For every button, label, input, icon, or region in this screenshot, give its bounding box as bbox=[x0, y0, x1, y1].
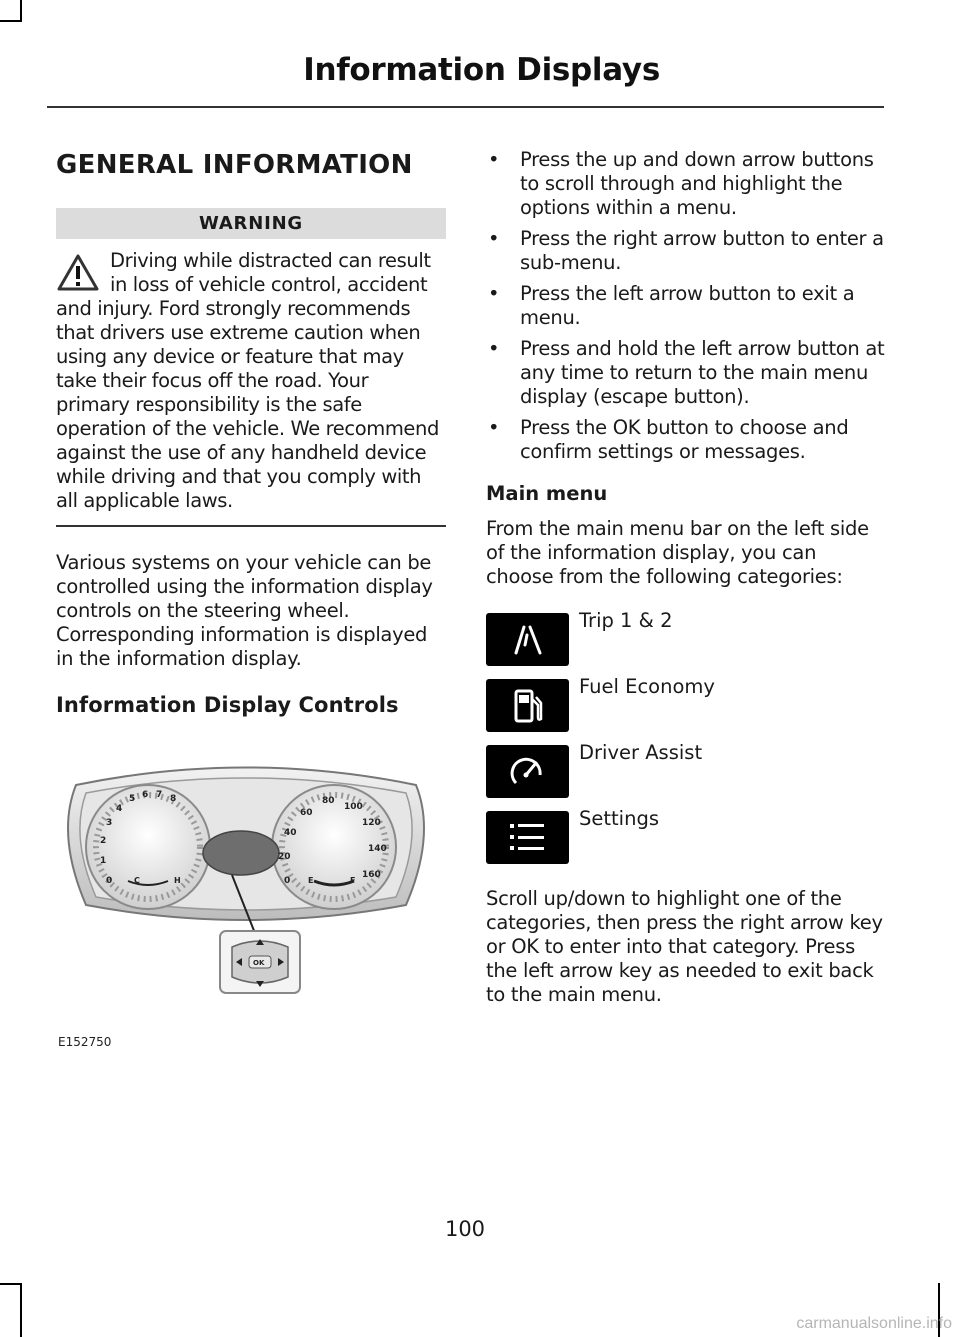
crop-mark bbox=[20, 0, 22, 22]
menu-category-list bbox=[486, 609, 886, 873]
tach-label: 7 bbox=[156, 790, 163, 800]
figure-id: E152750 bbox=[58, 1035, 112, 1049]
cluster-drawing bbox=[56, 755, 432, 1015]
fuel-pump-icon bbox=[486, 679, 569, 732]
header-divider bbox=[47, 106, 884, 108]
bullet-text: Press the left arrow button to exit a menu. bbox=[520, 282, 855, 329]
bullet-dot: • bbox=[488, 416, 500, 439]
bullet-dot: • bbox=[488, 337, 500, 360]
list-item bbox=[486, 807, 886, 873]
speed-label: 40 bbox=[284, 828, 297, 838]
speed-label: 60 bbox=[300, 808, 313, 818]
section-title: GENERAL INFORMATION bbox=[56, 150, 413, 180]
warning-text: Driving while distracted can result in loss of vehicle control, accident and injury. Ford strongly recommends that drivers use extreme caution when using any device or feature that may take their focus off the road. Your primary responsibility is the safe operation of the vehicle. We recommend against the use of any handheld device while driving and that you comply with all applicable laws. bbox=[56, 249, 439, 512]
list-item bbox=[486, 609, 886, 675]
fuel-label: E bbox=[308, 876, 314, 885]
tach-label: 0 bbox=[106, 876, 113, 886]
trip-road-icon bbox=[486, 613, 569, 666]
tach-label: 3 bbox=[106, 818, 113, 828]
instrument-cluster-illustration bbox=[56, 755, 432, 1075]
outro-paragraph: Scroll up/down to highlight one of the categories, then press the right arrow key or OK to enter into that category. Press the left arrow key as needed to exit back to the main menu. bbox=[486, 887, 883, 1006]
speed-label: 20 bbox=[278, 852, 291, 862]
ok-button-label: OK bbox=[253, 959, 265, 967]
tach-label: 8 bbox=[170, 794, 177, 804]
bullet-dot: • bbox=[488, 227, 500, 250]
tach-label: 1 bbox=[100, 856, 107, 866]
tach-label: 5 bbox=[129, 794, 136, 804]
watermark: carmanualsonline.info bbox=[796, 1315, 952, 1332]
speed-label: 140 bbox=[368, 844, 387, 854]
speed-label: 100 bbox=[344, 802, 363, 812]
settings-list-icon bbox=[486, 811, 569, 864]
speed-label: 160 bbox=[362, 870, 381, 880]
bullet-text: Press and hold the left arrow button at any time to return to the main menu display (escape button). bbox=[520, 337, 885, 408]
tach-label: 4 bbox=[116, 804, 123, 814]
main-menu-intro: From the main menu bar on the left side of the information display, you can choose from the following categories: bbox=[486, 517, 869, 588]
main-menu-heading: Main menu bbox=[486, 482, 608, 505]
menu-label: Settings bbox=[579, 807, 659, 830]
bullet-text: Press the right arrow button to enter a sub-menu. bbox=[520, 227, 884, 274]
bullet-text: Press the up and down arrow buttons to scroll through and highlight the options within a menu. bbox=[520, 148, 874, 219]
speed-label: 120 bbox=[362, 818, 381, 828]
right-column bbox=[486, 148, 886, 1007]
list-item bbox=[486, 741, 886, 807]
gauge-icon bbox=[486, 745, 569, 798]
crop-mark bbox=[0, 1283, 22, 1285]
bullet-dot: • bbox=[488, 282, 500, 305]
crop-mark bbox=[0, 20, 22, 22]
menu-label: Driver Assist bbox=[579, 741, 703, 764]
tach-label: 2 bbox=[100, 836, 107, 846]
list-item bbox=[486, 675, 886, 741]
list-item bbox=[486, 148, 886, 220]
list-item bbox=[486, 337, 886, 409]
fuel-label: F bbox=[350, 876, 356, 885]
left-column bbox=[56, 150, 446, 1075]
warning-box bbox=[56, 249, 446, 513]
menu-label: Fuel Economy bbox=[579, 675, 715, 698]
page-number: 100 bbox=[444, 1217, 486, 1241]
temp-label: H bbox=[174, 876, 181, 885]
subheading-controls: Information Display Controls bbox=[56, 693, 399, 717]
warning-divider bbox=[56, 525, 446, 527]
intro-paragraph: Various systems on your vehicle can be controlled using the information display controls on the steering wheel. Corresponding information is displayed in the information display. bbox=[56, 551, 433, 670]
list-item bbox=[486, 227, 886, 275]
menu-label: Trip 1 & 2 bbox=[579, 609, 673, 632]
list-item bbox=[486, 416, 886, 464]
crop-mark bbox=[20, 1283, 22, 1337]
tach-label: 6 bbox=[142, 790, 149, 800]
page-title: Information Displays bbox=[303, 52, 660, 88]
warning-triangle-icon bbox=[56, 253, 100, 293]
list-item bbox=[486, 282, 886, 330]
bullet-list bbox=[486, 148, 886, 464]
bullet-text: Press the OK button to choose and confirm settings or messages. bbox=[520, 416, 849, 463]
warning-label: WARNING bbox=[56, 208, 446, 239]
speed-label: 80 bbox=[322, 796, 335, 806]
temp-label: C bbox=[134, 876, 140, 885]
bullet-dot: • bbox=[488, 148, 500, 171]
speed-label: 0 bbox=[284, 876, 291, 886]
